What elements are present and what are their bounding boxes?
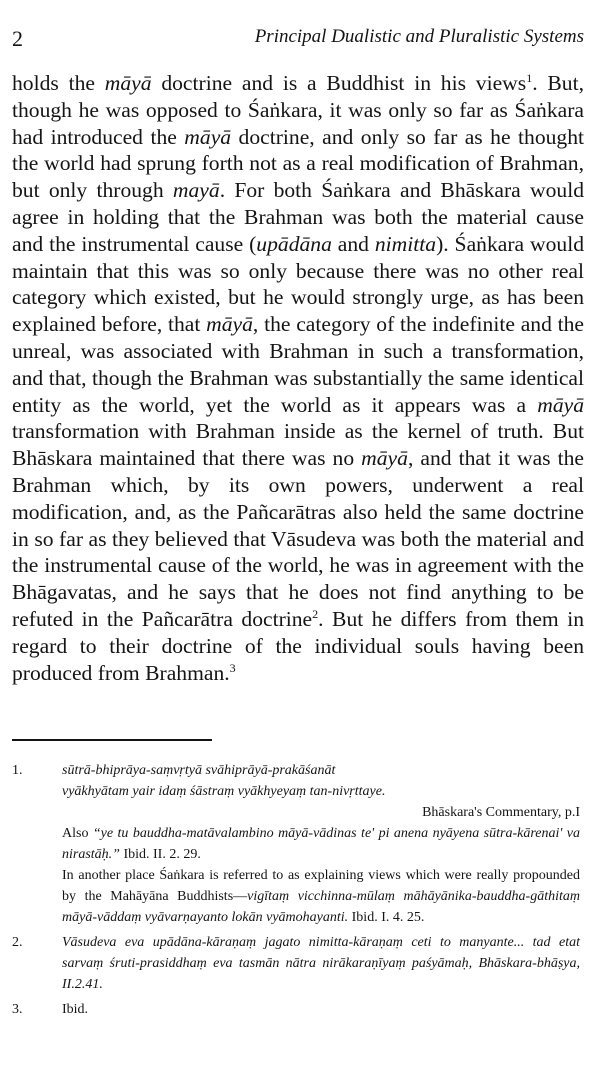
running-title: Principal Dualistic and Pluralistic Systems bbox=[254, 26, 584, 47]
body-text-run: transformation with Brahman inside as the kernel of truth. But Bhāskara maintained that there was no bbox=[12, 419, 584, 471]
italic-term: upādāna bbox=[256, 231, 332, 256]
footnote-text: Ibid. II. 2. 29. bbox=[119, 847, 201, 862]
body-text-run: , the category of the indefinite and the unreal, was associated with Brahman in such a transformation, and that, though the Brahman was substantially the same identical entity as the world, yet the world as it appears was a bbox=[12, 312, 585, 417]
italic-term: māyā bbox=[104, 71, 152, 95]
footnote-number: 1. bbox=[12, 763, 23, 778]
footnote-line: Ibid. bbox=[62, 1002, 89, 1017]
italic-term: nimitta bbox=[374, 231, 437, 256]
italic-term: māyā bbox=[206, 312, 253, 337]
italic-term: māyā bbox=[537, 392, 584, 417]
body-paragraph bbox=[12, 70, 584, 686]
body-text-run: . But, though he was opposed to Śaṅkara, it was only so far as Śaṅkara had introduced the bbox=[12, 71, 584, 149]
page-header bbox=[12, 26, 584, 56]
italic-term: māyā bbox=[361, 446, 408, 471]
footnote-text: Also bbox=[62, 826, 93, 841]
body-text-run: , and that it was the Brahman which, by its own powers, underwent a real modification, and, as the Pañcarātras also held the same doctrine in so far as they believed that Vāsudeva was both the material and the instrumental cause of the world, he was in agreement with the Bhāgavatas, and he says that he does not find anything to be refuted in the Pañcarātra doctrine bbox=[12, 446, 584, 631]
footnote-text: In another place Śaṅkara is referred to as explaining views which were really propounded by the Mahāyāna Buddhists— bbox=[62, 868, 580, 904]
footnotes bbox=[12, 760, 580, 1024]
body-text-run: holds the bbox=[12, 71, 105, 95]
footnote-reference: 1 bbox=[526, 70, 533, 85]
body-text-run: and bbox=[331, 231, 375, 256]
italic-term: māyā bbox=[184, 124, 232, 149]
footnote-citation: Bhāskara's Commentary, p.I bbox=[422, 805, 580, 820]
main-text bbox=[12, 70, 584, 686]
footnote-3 bbox=[12, 999, 580, 1020]
footnote-line: vyākhyātam yair idaṃ śāstraṃ vyākhyeyaṃ tan-nivṛttaye. bbox=[62, 784, 386, 799]
footnote-quote: vigītaṃ vicchinna-mūlaṃ māhāyānika-bauddha-gāthitaṃ māyā-vāddaṃ vyāvarṇayanto lokān vyāmohayanti. bbox=[62, 889, 581, 925]
footnote-number: 3. bbox=[12, 1002, 23, 1017]
footnote-quote: “ye tu bauddha-matāvalambino māyā-vādinas te' pi anena nyāyena sūtra-kārenai' va nirastāḥ.” bbox=[62, 826, 580, 862]
page-number: 2 bbox=[12, 26, 23, 51]
footnote-reference: 3 bbox=[229, 660, 236, 675]
italic-term: mayā bbox=[172, 178, 220, 203]
footnote-line bbox=[62, 865, 580, 928]
footnote-1 bbox=[12, 760, 580, 928]
footnote-reference: 2 bbox=[312, 606, 319, 621]
body-text-run: . For both Śaṅkara and Bhāskara would agree in holding that the Brahman was both the material cause and the instrumental cause ( bbox=[12, 178, 585, 256]
footnote-line bbox=[62, 823, 580, 865]
footnote-2 bbox=[12, 932, 580, 995]
body-text-run: . But he differs from them in regard to their doctrine of the individual souls having been produced from Brahman. bbox=[12, 606, 584, 685]
footnote-divider bbox=[12, 739, 212, 741]
body-text-run: doctrine and is a Buddhist in his views bbox=[151, 71, 527, 95]
body-text-run: doctrine, and only so far as he thought the world had sprung forth not as a real modification of Brahman, but only through bbox=[12, 124, 584, 203]
body-text-run: ). Śaṅkara would maintain that this was so only because there was no other real category which existed, but he would strongly urge, as has been explained before, that bbox=[12, 231, 584, 337]
footnote-line: sūtrā-bhiprāya-saṃvṛtyā svāhiprāyā-prakāśanāt bbox=[62, 763, 336, 778]
footnote-line: Vāsudeva eva upādāna-kāraṇaṃ jagato nimitta-kāraṇaṃ ceti to manyante... tad etat sarvaṃ śruti-prasiddhaṃ eva tasmān nātra nirākaraṇīyaṃ paśyāmaḥ, Bhāskara-bhāṣya, II.2.41. bbox=[62, 935, 580, 992]
footnote-number: 2. bbox=[12, 935, 23, 950]
footnote-text: Ibid. I. 4. 25. bbox=[348, 910, 425, 925]
